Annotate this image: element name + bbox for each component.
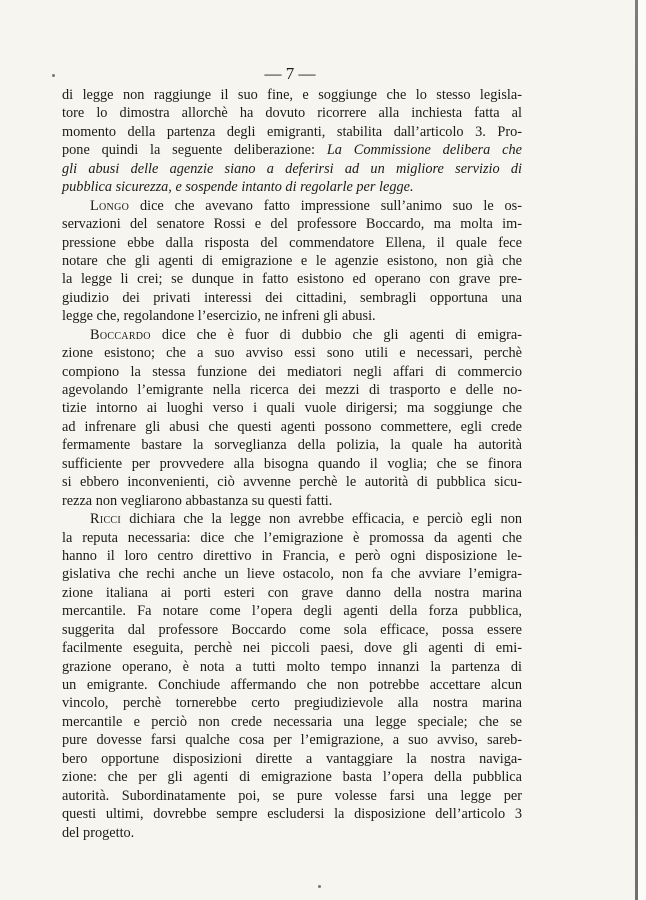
paragraph: [62, 86, 522, 197]
text-segment: la legge li crei; se dunque in fatto esistono ed operano con grave pre-: [62, 271, 522, 288]
page-edge-shadow: [635, 0, 638, 900]
text-line: [62, 639, 522, 657]
text-segment: pressione ebbe dalla risposta del commendatore Ellena, il quale fece: [62, 234, 522, 251]
text-segment: bero opportune disposizioni dirette a vantaggiare la nostra naviga-: [62, 750, 522, 767]
text-segment: tizie intorno ai luoghi verso i quali vuole dirigersi; ma soggiunge che: [62, 400, 522, 417]
text-line: [62, 104, 522, 122]
text-line: [62, 123, 522, 141]
text-segment: zione esistono; che a suo avviso essi sono utili e necessari, perchè: [62, 345, 522, 362]
text-segment: pone quindi la seguente deliberazione:: [62, 142, 327, 159]
text-line: [62, 455, 522, 473]
italic-text: pubblica sicurezza, e sospende intanto di regolarle per legge.: [62, 179, 414, 196]
text-line: [62, 529, 522, 547]
text-line: [62, 731, 522, 749]
text-segment: questi ultimi, dovrebbe sempre escludersi la disposizione dell’articolo 3: [62, 806, 522, 823]
text-segment: pure dovesse farsi qualche cosa per l’emigrazione, a suo avviso, sareb-: [62, 732, 522, 749]
text-line: [62, 270, 522, 288]
text-line: [62, 234, 522, 252]
text-segment: vincolo, perchè tornerebbe certo pregiudizievole alla nostra marina: [62, 695, 522, 712]
text-line: [62, 787, 522, 805]
text-line: [62, 86, 522, 104]
text-segment: mercantile. Fa notare come l’opera degli agenti della forza pubblica,: [62, 603, 522, 620]
text-line: [62, 621, 522, 639]
text-line: [62, 510, 522, 528]
text-line: [62, 713, 522, 731]
text-segment: zione: che per gli agenti di emigrazione basta l’opera della pubblica: [62, 769, 522, 786]
paragraph: [62, 510, 522, 842]
text-segment: del progetto.: [62, 824, 135, 841]
text-line: [62, 602, 522, 620]
text-line: [62, 492, 522, 510]
text-segment: servazioni del senatore Rossi e del professore Boccardo, ma molta im-: [62, 216, 522, 233]
text-segment: di legge non raggiunge il suo fine, e soggiunge che lo stesso legisla-: [62, 87, 522, 103]
text-segment: grazione operano, è nota a tutti molto tempo innanzi la partenza di: [62, 658, 522, 675]
text-segment: tore lo dimostra allorchè ha dovuto ricorrere alla inchiesta fatta al: [62, 105, 522, 122]
text-line: [62, 584, 522, 602]
italic-text: La Commissione delibera che: [326, 142, 522, 159]
text-line: [62, 676, 522, 694]
text-segment: sufficiente per provvedere alla bisogna quando il voglia; che se finora: [62, 455, 522, 472]
text-segment: autorità. Subordinatamente poi, se pure volesse farsi una legge per: [62, 787, 522, 804]
text-line: [62, 694, 522, 712]
text-segment: suggerita dal professore Boccardo come sola efficace, possa essere: [62, 621, 522, 638]
text-line: [62, 215, 522, 233]
text-line: [62, 750, 522, 768]
speaker-name: Ricci: [90, 511, 122, 528]
italic-text: gli abusi delle agenzie siano a deferirsi ad un migliore servizio di: [62, 160, 522, 177]
text-segment: rezza non vegliarono abbastanza su questi fatti.: [62, 492, 333, 509]
text-segment: zione italiana ai porti esteri con grave danno della nostra marina: [62, 584, 522, 601]
text-segment: mercantile e perciò non crede necessaria una legge speciale; che se: [62, 713, 522, 730]
text-segment: compiono la stessa funzione dei mediatori negli affari di commercio: [62, 363, 522, 380]
text-segment: la reputa necessaria: dice che l’emigrazione è promossa da agenti che: [62, 529, 522, 546]
text-segment: ad infrenare gli abusi che questi agenti possono commettere, egli crede: [62, 418, 522, 435]
text-line: [62, 768, 522, 786]
text-segment: notare che gli agenti di emigrazione e le agenzie esistono, non già che: [62, 252, 522, 269]
text-segment: hanno il loro centro direttivo in Francia, e però ogni disposizione le-: [62, 547, 522, 564]
page-body-text: [62, 86, 522, 842]
speaker-name: Boccardo: [90, 326, 151, 343]
text-line: [62, 289, 522, 307]
page-number: — 7 —: [264, 64, 316, 83]
text-segment: momento della partenza degli emigranti, stabilita dall’articolo 3. Pro-: [62, 123, 522, 140]
text-line: [62, 141, 522, 159]
text-line: [62, 307, 522, 325]
text-segment: gislativa che rechi anche un lieve ostacolo, non fa che avviare l’emigra-: [62, 566, 522, 583]
scan-speck: [318, 885, 321, 888]
text-segment: facilmente eseguita, perchè nei piccoli paesi, dove gli agenti di emi-: [62, 640, 522, 657]
text-segment: dichiara che la legge non avrebbe efficacia, e perciò egli non: [121, 511, 522, 528]
text-line: [62, 436, 522, 454]
text-line: [62, 547, 522, 565]
paragraph: [62, 326, 522, 510]
text-line: [62, 178, 522, 196]
text-line: [62, 252, 522, 270]
text-segment: dice che avevano fatto impressione sull’animo suo le os-: [129, 197, 522, 214]
text-line: [62, 473, 522, 491]
text-line: [62, 197, 522, 215]
text-line: [62, 344, 522, 362]
text-line: [62, 363, 522, 381]
paragraph: [62, 197, 522, 326]
text-segment: legge che, regolandone l’esercizio, ne infreni gli abusi.: [62, 308, 376, 325]
text-line: [62, 326, 522, 344]
text-segment: agevolando l’emigrante nella ricerca dei mezzi di trasporto e delle no-: [62, 382, 522, 398]
text-line: [62, 381, 522, 399]
text-segment: si ebbero inconvenienti, ciò avvenne perchè le autorità di pubblica sicu-: [62, 474, 522, 491]
text-line: [62, 418, 522, 436]
speaker-name: Longo: [90, 197, 130, 214]
text-line: [62, 565, 522, 583]
text-segment: fermamente bastare la sorveglianza della polizia, la quale ha autorità: [62, 437, 522, 454]
scan-margin: [638, 0, 646, 900]
text-line: [62, 824, 522, 842]
text-segment: dice che è fuor di dubbio che gli agenti di emigra-: [150, 326, 522, 343]
text-line: [62, 658, 522, 676]
text-segment: giudizio dei privati interessi dei cittadini, sembragli opportuna una: [62, 289, 522, 306]
text-segment: un emigrante. Conchiude affermando che non potrebbe accettare alcun: [62, 677, 522, 693]
text-line: [62, 160, 522, 178]
text-line: [62, 805, 522, 823]
text-line: [62, 399, 522, 417]
